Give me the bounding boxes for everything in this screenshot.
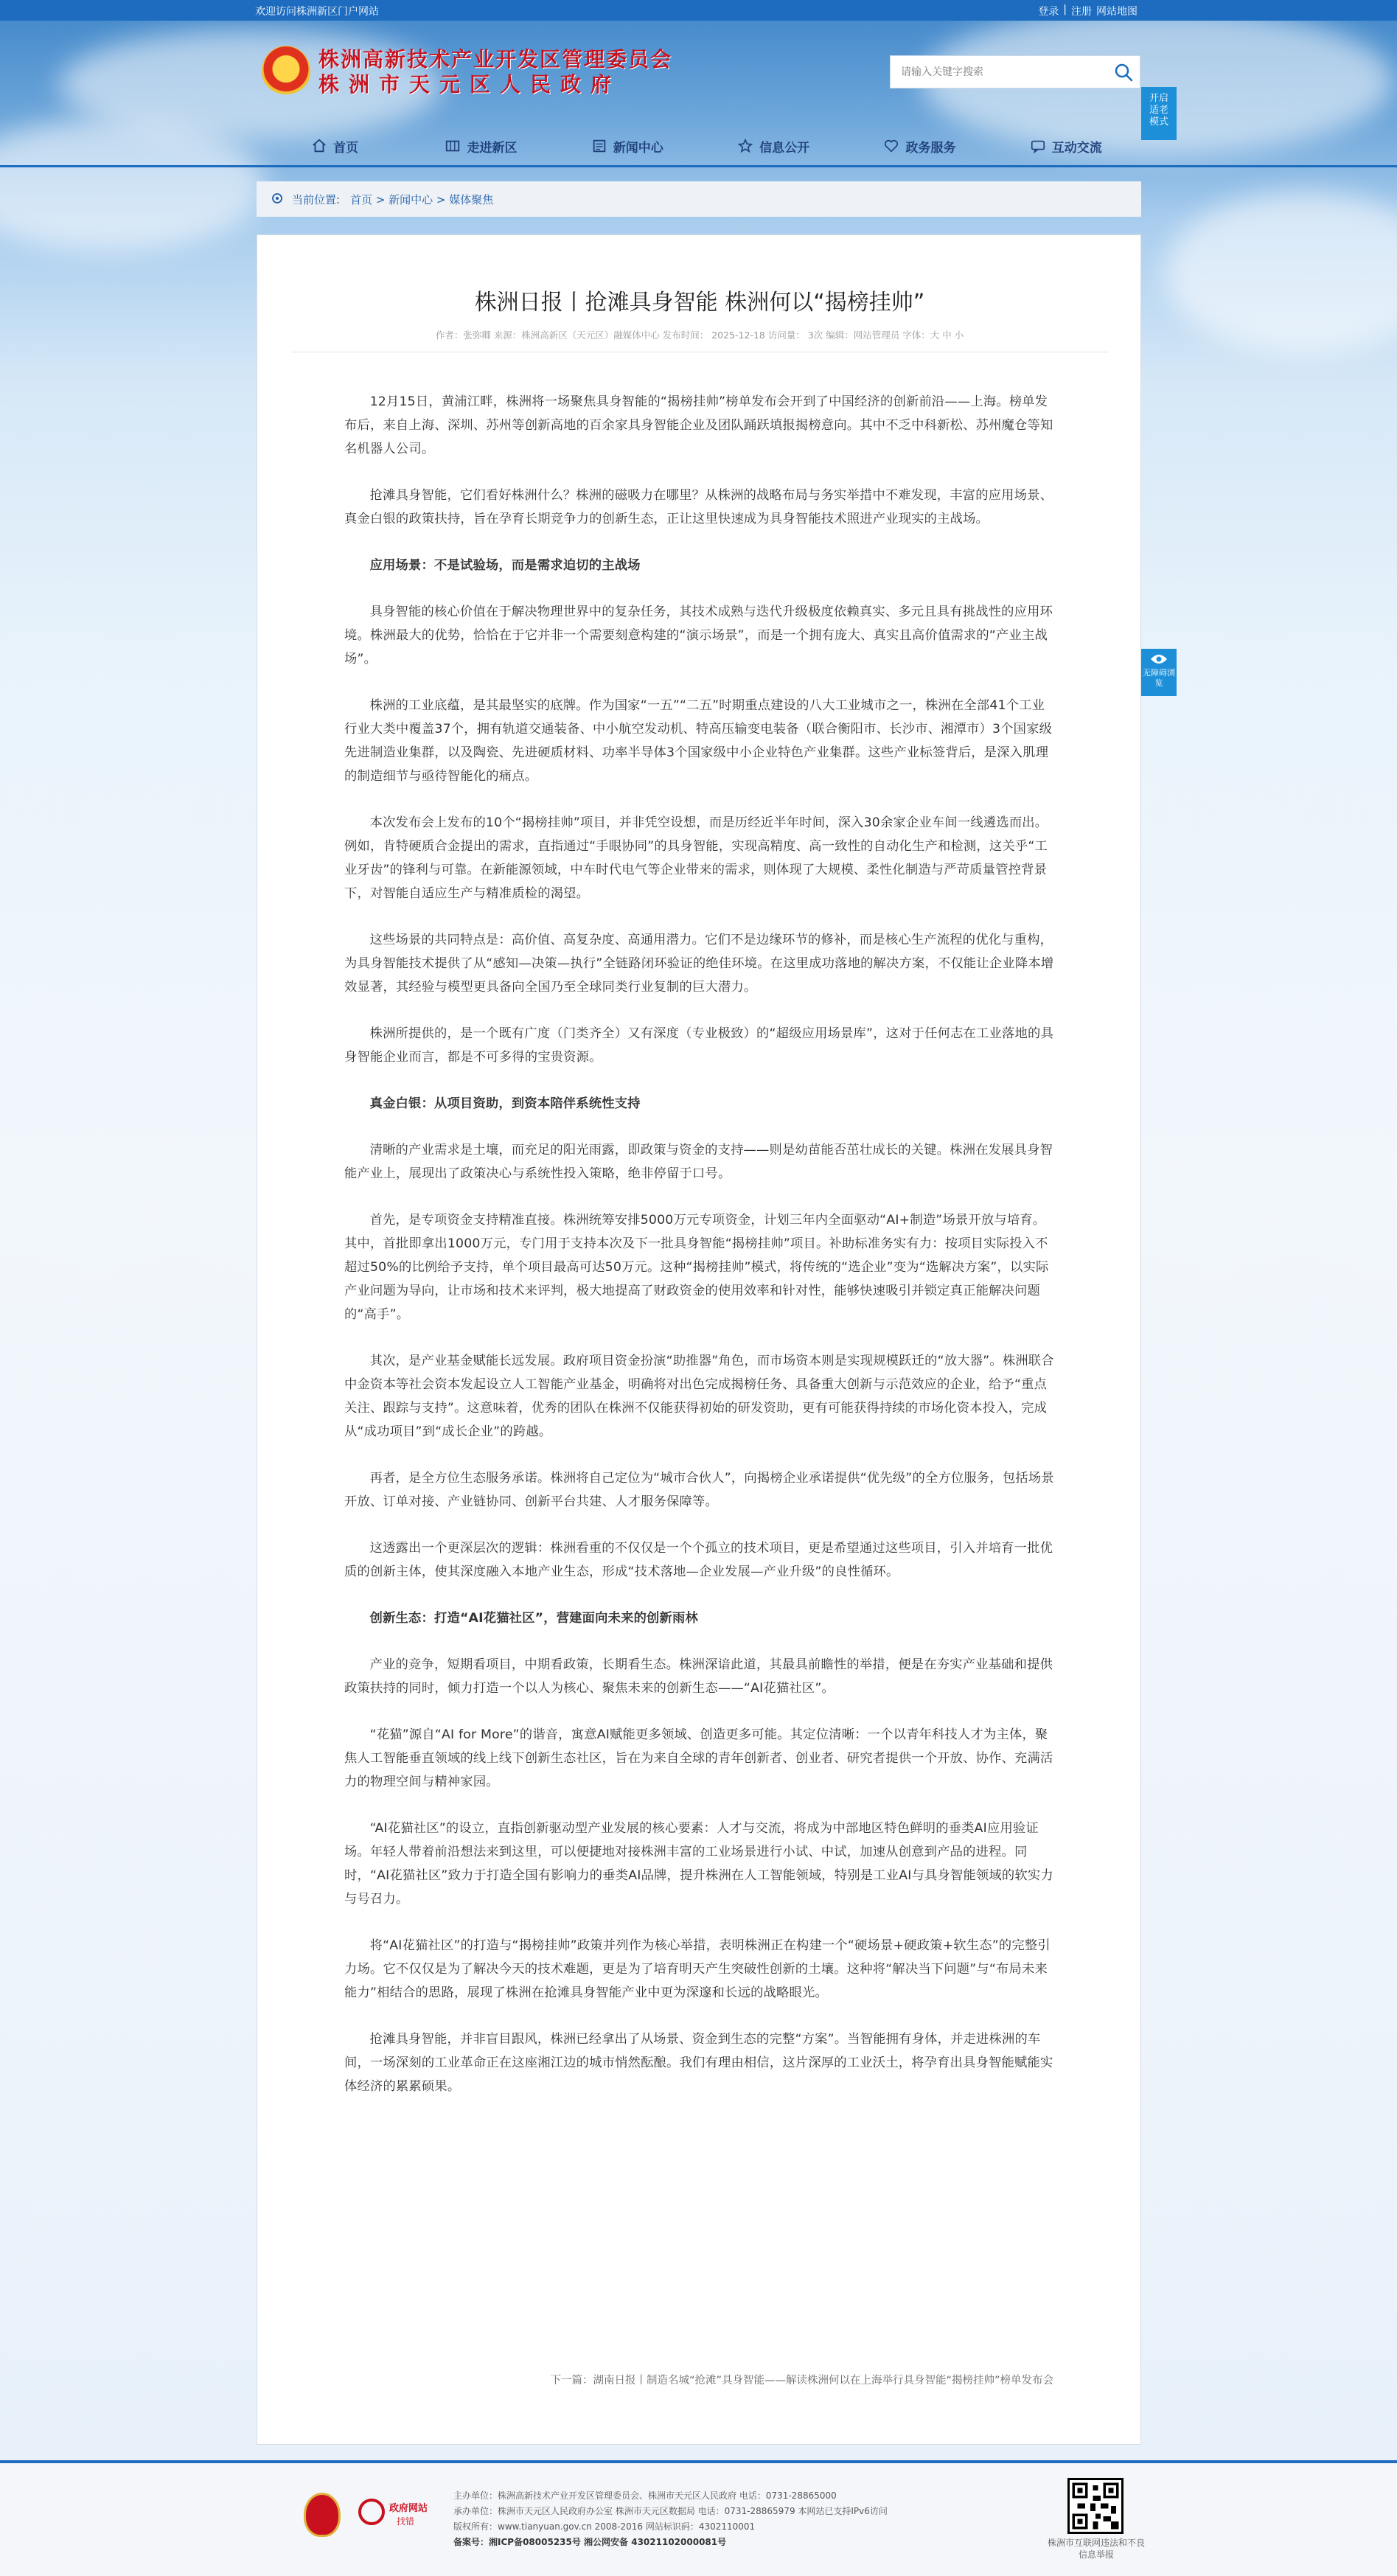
home-icon xyxy=(311,138,327,154)
section-heading: 应用场景：不是试验场，而是需求迫切的主战场 xyxy=(369,558,641,573)
site-title-line2: 株洲市天元区人民政府 xyxy=(318,72,621,97)
article-paragraph: 将“AI花猫社区”的打造与“揭榜挂帅”政策并列作为核心举措，表明株洲正在构建一个“硬场景+硬政策+软生态”的完整引力场。它不仅仅是为了解决今天的技术难题，更是为了培育明天产生突破性创新的土壤。这种将“解决当下问题”与“布局未来能力”相结合的思路，展现了株洲在抢滩具身智能产业中更为深邃和长远的战略眼光。 xyxy=(344,1938,1051,2000)
footer-copyright: 版权所有：www.tianyuan.gov.cn 2008-2016 网站标识码：4302110001 xyxy=(453,2521,756,2532)
qr-caption: 株洲市互联网违法和不良信息举报 xyxy=(1047,2538,1145,2560)
nav-item-info[interactable] xyxy=(700,133,846,159)
article-panel xyxy=(257,234,1141,2445)
section-heading: 创新生态：打造“AI花猫社区”，营建面向未来的创新雨林 xyxy=(369,1611,698,1626)
gov-logo-subtext: 找错 xyxy=(397,2516,415,2527)
footer-sponsor: 主办单位：株洲高新技术产业开发区管理委员会、株洲市天元区人民政府 电话：0731-28865000 xyxy=(453,2490,837,2501)
register-link[interactable]: 注册 xyxy=(1071,6,1092,18)
qr-code-pattern-icon xyxy=(1070,2480,1121,2532)
next-article-link[interactable]: 湖南日报丨制造名城“抢滩”具身智能——解读株洲何以在上海举行具身智能“揭榜挂帅”榜单发布会 xyxy=(593,2375,1053,2387)
article-paragraph: 株洲的工业底蕴，是其最坚实的底牌。作为国家“一五”“二五”时期重点建设的八大工业城市之一，株洲在全部41个工业行业大类中覆盖37个，拥有轨道交通装备、中小航空发动机、特高压输变电装备（联合衡阳市、长沙市、湘潭市）3个国家级先进制造业集群，以及陶瓷、先进硬质材料、功率半导体3个国家级中小企业特色产业集群。这些产业标签背后，是深入肌理的制造细节与亟待智能化的痛点。 xyxy=(344,698,1053,784)
article-paragraph: “花猫”源自“AI for More”的谐音，寓意AI赋能更多领域、创造更多可能。其定位清晰：一个以青年科技人才为主体，聚焦人工智能垂直领域的线上线下创新生态社区，旨在为来自全球的青年创新者、创业者、研究者提供一个开放、协作、充满活力的物理空间与精神家园。 xyxy=(344,1727,1053,1789)
site-title-line1: 株洲高新技术产业开发区管理委员会 xyxy=(318,47,673,72)
eye-icon xyxy=(1150,653,1168,665)
article-body xyxy=(344,390,1055,2121)
article-paragraph: 株洲所提供的，是一个既有广度（门类齐全）又有深度（专业极致）的“超级应用场景库”，这对于任何志在工业落地的具身智能企业而言，都是不可多得的宝贵资源。 xyxy=(344,1026,1053,1065)
gov-logo-text: 政府网站 xyxy=(389,2503,428,2514)
top-links xyxy=(1038,4,1138,18)
footer xyxy=(0,2463,1397,2576)
location-icon xyxy=(270,192,285,206)
heart-icon xyxy=(883,138,899,154)
accessibility-button[interactable] xyxy=(1141,649,1177,696)
top-bar xyxy=(0,0,1397,21)
breadcrumb-label: 当前位置: xyxy=(292,192,341,206)
breadcrumb xyxy=(257,181,1141,217)
nav-label: 信息公开 xyxy=(759,140,810,156)
article-paragraph: 首先，是专项资金支持精准直接。株洲统筹安排5000万元专项资金，计划三年内全面驱动“AI+制造”场景开放与培育。其中，首批即拿出1000万元，专门用于支持本次及下一批具身智能“揭榜挂帅”项目。补助标准务实有力：按项目实际投入不超过50%的比例给予支持，单个项目最高可达50万元。这种“揭榜挂帅”模式，将传统的“选企业”变为“选解决方案”，以实际产业问题为导向，让市场和技术来评判，极大地提高了财政资金的使用效率和针对性，能够快速吸引并锁定真正能解决问题的“高手”。 xyxy=(344,1213,1049,1322)
search-button[interactable] xyxy=(1113,62,1134,83)
article-paragraph: 再者，是全方位生态服务承诺。株洲将自己定位为“城市合伙人”，向揭榜企业承诺提供“优先级”的全方位服务，包括场景开放、订单对接、产业链协同、创新平台共建、人才服务保障等。 xyxy=(344,1471,1054,1509)
main-nav xyxy=(262,133,1139,159)
map-icon xyxy=(445,138,461,154)
nav-label: 首页 xyxy=(333,140,359,156)
national-emblem-logo[interactable] xyxy=(262,46,310,97)
accessibility-label: 无障碍浏览 xyxy=(1143,668,1175,688)
qr-code xyxy=(1067,2478,1123,2534)
article-paragraph: 本次发布会上发布的10个“揭榜挂帅”项目，并非凭空设想，而是历经近半年时间，深入30余家企业车间一线遴选而出。例如，肯特硬质合金提出的需求，直指通过“手眼协同”的具身智能，实现高精度、高一致性的自动化生产和检测，这关乎“工业牙齿”的锋利与可靠。在新能源领域，中车时代电气等企业带来的需求，则体现了大规模、柔性化制造与严苛质量管控背景下，对智能自适应生产与精准质检的渴望。 xyxy=(344,815,1048,901)
article-paragraph: 清晰的产业需求是土壤，而充足的阳光雨露，即政策与资金的支持——则是幼苗能否茁壮成长的关键。株洲在发展具身智能产业上，展现出了政策决心与系统性投入策略，绝非停留于口号。 xyxy=(344,1143,1053,1181)
footer-record[interactable]: 备案号：湘ICP备08005235号 湘公网安备 43021102000081号 xyxy=(453,2537,727,2547)
search-icon xyxy=(1113,62,1134,83)
article-paragraph: 12月15日，黄浦江畔，株洲将一场聚焦具身智能的“揭榜挂帅”榜单发布会开到了中国经济的创新前沿——上海。榜单发布后，来自上海、深圳、苏州等创新高地的百余家具身智能企业及团队踊跃填报揭榜意向。其中不乏中科新松、苏州魔仓等知名机器人公司。 xyxy=(344,394,1053,456)
nav-item-home[interactable] xyxy=(262,133,408,159)
nav-label: 新闻中心 xyxy=(613,140,663,156)
nav-item-services[interactable] xyxy=(846,133,992,159)
party-emblem-logo[interactable] xyxy=(304,2493,341,2537)
nav-divider xyxy=(0,165,1397,167)
article-title: 株洲日报丨抢滩具身智能 株洲何以“揭榜挂帅” xyxy=(474,290,925,316)
nav-label: 互动交流 xyxy=(1051,140,1102,156)
site-title[interactable] xyxy=(318,47,672,97)
chat-icon xyxy=(1030,138,1046,154)
nav-label: 政务服务 xyxy=(905,140,956,156)
nav-item-interaction[interactable] xyxy=(993,133,1139,159)
next-article xyxy=(550,2372,1053,2387)
article-paragraph: 产业的竞争，短期看项目，中期看政策，长期看生态。株洲深谙此道，其最具前瞻性的举措，便是在夯实产业基础和提供政策扶持的同时，倾力打造一个以人为核心、聚焦未来的创新生态——“AI花猫社区”。 xyxy=(344,1657,1053,1696)
search-box xyxy=(890,55,1140,88)
gov-website-error-report-logo[interactable] xyxy=(358,2499,439,2528)
footer-info xyxy=(453,2488,888,2550)
nav-item-about[interactable] xyxy=(408,133,554,159)
breadcrumb-path[interactable]: 首页 > 新闻中心 > 媒体聚焦 xyxy=(350,192,494,206)
gov-logo-circle-icon xyxy=(358,2499,385,2525)
sitemap-link[interactable]: 网站地图 xyxy=(1096,6,1138,18)
search-input[interactable] xyxy=(891,56,1097,88)
news-icon xyxy=(591,138,607,154)
section-heading: 真金白银：从项目资助，到资本陪伴系统性支持 xyxy=(369,1096,641,1111)
nav-item-news[interactable] xyxy=(554,133,700,159)
article-paragraph: 抢滩具身智能，并非盲目跟风，株洲已经拿出了从场景、资金到生态的完整“方案”。当智能拥有身体，并走进株洲的车间，一场深刻的工业革命正在这座湘江边的城市悄然酝酿。我们有理由相信，这片深厚的工业沃土，将孕育出具身智能赋能实体经济的累累硕果。 xyxy=(344,2032,1053,2094)
next-article-label: 下一篇： xyxy=(550,2375,593,2387)
link-separator: | xyxy=(1063,4,1067,15)
article-paragraph: 具身智能的核心价值在于解决物理世界中的复杂任务，其技术成熟与迭代升级极度依赖真实、多元且具有挑战性的应用环境。株洲最大的优势，恰恰在于它并非一个需要刻意构建的“演示场景”，而是一个拥有庞大、真实且高价值需求的“产业主战场”。 xyxy=(344,605,1053,666)
elder-mode-button[interactable]: 开启适老模式 xyxy=(1141,87,1177,140)
cloud-decoration xyxy=(1165,192,1397,354)
welcome-text: 欢迎访问株洲新区门户网站 xyxy=(255,6,379,18)
article-paragraph: 这些场景的共同特点是：高价值、高复杂度、高通用潜力。它们不是边缘环节的修补，而是核心生产流程的优化与重构，为具身智能技术提供了从“感知—决策—执行”全链路闭环验证的绝佳环境。在这里成功落地的解决方案，不仅能让企业降本增效显著，其经验与模型更具备向全国乃至全球同类行业复制的巨大潜力。 xyxy=(344,933,1054,995)
article-paragraph: 这透露出一个更深层次的逻辑：株洲看重的不仅仅是一个个孤立的技术项目，更是希望通过这些项目，引入并培育一批优质的创新主体，使其深度融入本地产业生态，形成“技术落地—企业发展—产业升级”的良性循环。 xyxy=(344,1541,1053,1579)
nav-label: 走进新区 xyxy=(467,140,518,156)
footer-organizer: 承办单位：株洲市天元区人民政府办公室 株洲市天元区数据局 电话：0731-28865979 本网站已支持IPv6访问 xyxy=(453,2506,888,2516)
login-link[interactable]: 登录 xyxy=(1038,6,1059,18)
star-icon xyxy=(737,138,753,154)
article-paragraph: “AI花猫社区”的设立，直指创新驱动型产业发展的核心要素：人才与交流，将成为中部地区特色鲜明的垂类AI应用验证场。年轻人带着前沿想法来到这里，可以便捷地对接株洲丰富的工业场景进行小试、中试，加速从创意到产品的进程。同时，“AI花猫社区”致力于打造全国有影响力的垂类AI品牌，提升株洲在人工智能领域，特别是工业AI与具身智能领域的软实力与号召力。 xyxy=(344,1821,1053,1907)
article-paragraph: 抢滩具身智能，它们看好株洲什么？株洲的磁吸力在哪里？从株洲的战略布局与务实举措中不难发现，丰富的应用场景、真金白银的政策扶持，旨在孕育长期竞争力的创新生态，正让这里快速成为具身智能技术照进产业现实的主战场。 xyxy=(344,488,1053,526)
article-paragraph: 其次，是产业基金赋能长远发展。政府项目资金扮演“助推器”角色，而市场资本则是实现规模跃迁的“放大器”。株洲联合中金资本等社会资本发起设立人工智能产业基金，明确将对出色完成揭榜任务、具备重大创新与示范效应的企业，给予“重点关注、跟踪与支持”。这意味着，优秀的团队在株洲不仅能获得初始的研发资助，更有可能获得持续的市场化资本投入，完成从“成功项目”到“成长企业”的跨越。 xyxy=(344,1354,1054,1439)
article-meta: 作者：张弥卿 来源：株洲高新区（天元区）融媒体中心 发布时间： 2025-12-18 访问量： 3次 编辑：网站管理员 字体：大 中 小 xyxy=(435,330,964,341)
